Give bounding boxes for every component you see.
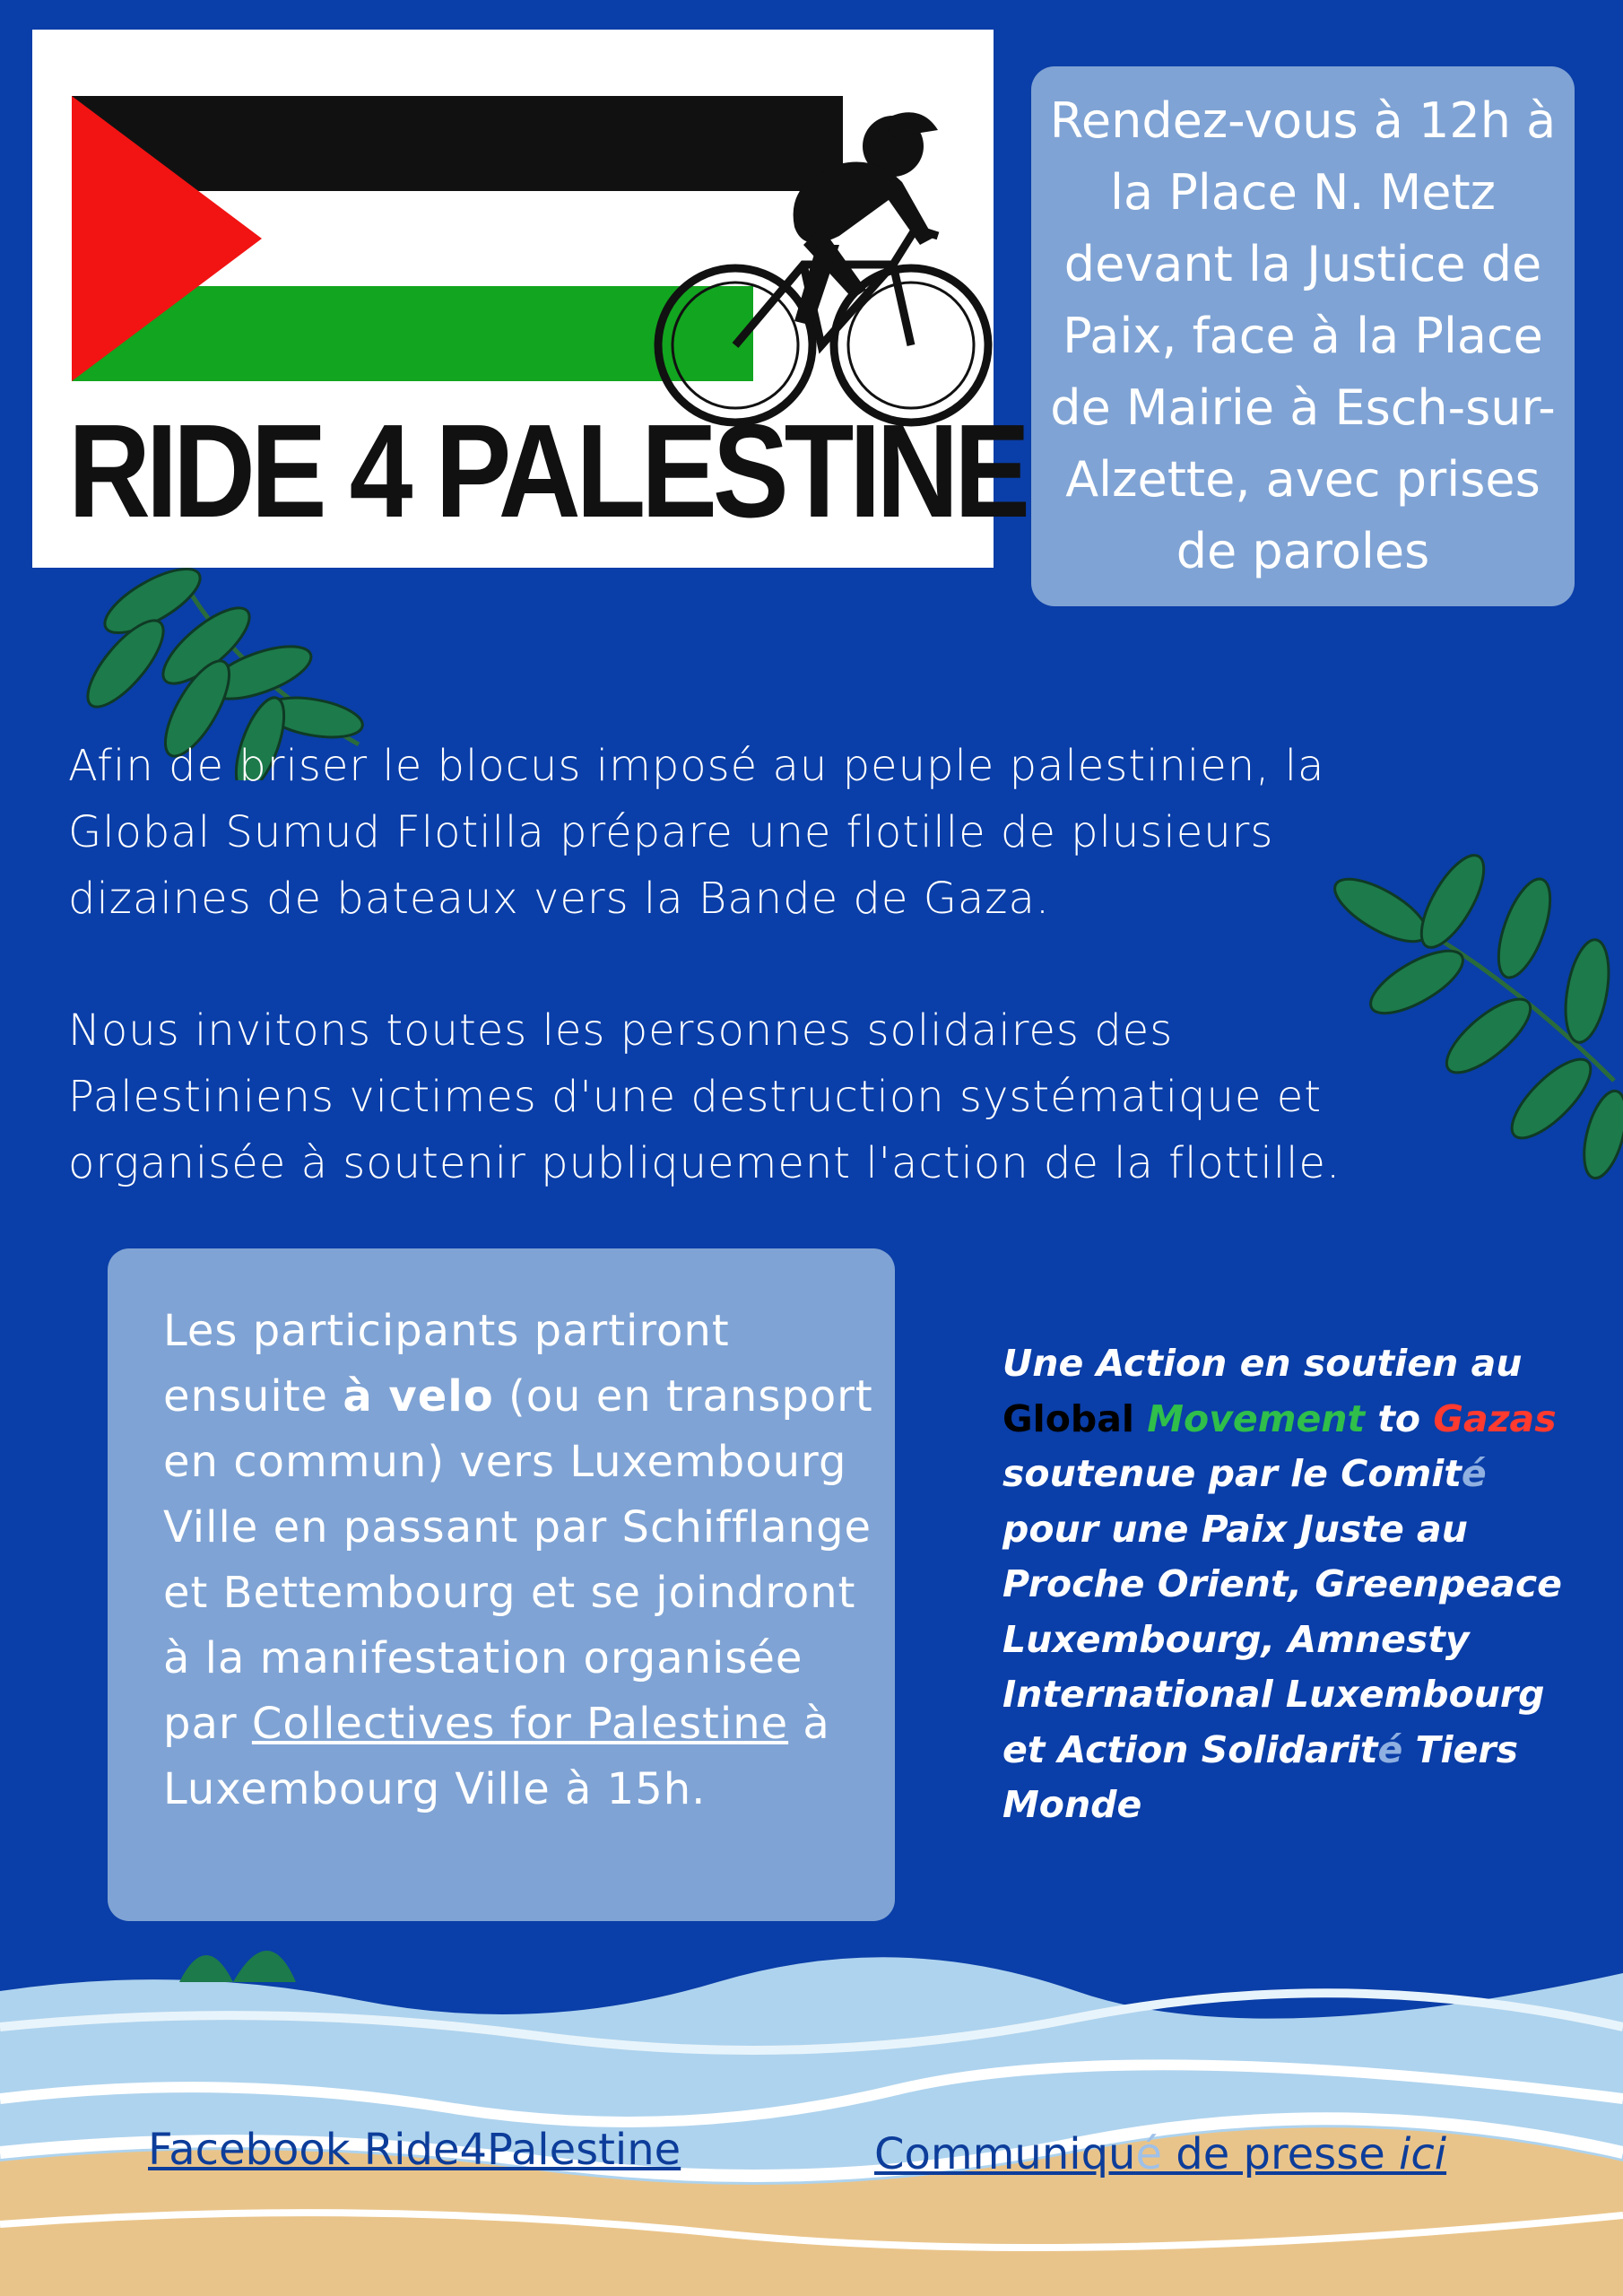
action-text-part: soutenue par le Comit bbox=[1002, 1452, 1462, 1495]
logo-panel bbox=[32, 30, 1026, 568]
ride-info-text bbox=[163, 1299, 881, 1822]
action-accent: é bbox=[1377, 1727, 1403, 1771]
action-to: to bbox=[1377, 1396, 1434, 1440]
action-text-part: Tiers Monde bbox=[1002, 1727, 1518, 1826]
action-statement bbox=[1002, 1336, 1585, 1833]
press-link-part: Communiqu bbox=[874, 2129, 1136, 2179]
rendezvous-text: Rendez-vous à 12h à la Place N. Metz devant la Justice de Paix, face à la Place de Mairie à Esch-sur-Alzette, avec prises de paroles bbox=[1049, 92, 1557, 579]
action-gazas: Gazas bbox=[1433, 1396, 1557, 1440]
beach-illustration bbox=[0, 1928, 1623, 2296]
action-movement: Movement bbox=[1133, 1396, 1378, 1440]
invitation-paragraph: Nous invitons toutes les personnes solidaires des Palestiniens victimes d'une destruction systématique et organisée à soutenir publiquement l'action de la flottille. bbox=[68, 1005, 1341, 1188]
press-link-ici: ici bbox=[1399, 2129, 1447, 2179]
action-text-part: pour une Paix Juste au Proche Orient, Greenpeace Luxembourg, Amnesty International Luxembourg et Action Solidarit bbox=[1002, 1507, 1562, 1771]
facebook-link[interactable]: Facebook Ride4Palestine bbox=[148, 2125, 681, 2175]
info-text-end: à Luxembourg Ville à 15h. bbox=[163, 1699, 830, 1814]
press-release-link[interactable] bbox=[874, 2127, 1446, 2181]
intro-paragraph: Afin de briser le blocus imposé au peuple palestinien, la Global Sumud Flotilla prépare une flotille de plusieurs dizaines de bateaux vers la Bande de Gaza. bbox=[68, 741, 1325, 924]
action-text-part: U bbox=[1002, 1342, 1033, 1385]
info-text-middle: (ou en transport en commun) vers Luxembourg Ville en passant par Schifflange et Bettembourg et se joindront à la manifestation organisée par bbox=[163, 1371, 873, 1749]
logo-title: RIDE 4 PALESTINE bbox=[68, 397, 1026, 545]
info-text-start: Les participants partiront ensuite bbox=[163, 1306, 730, 1422]
collectives-link[interactable]: Collectives for Palestine bbox=[251, 1699, 789, 1749]
action-text-part: ne Action en soutien au bbox=[1032, 1342, 1523, 1385]
press-link-accent: é bbox=[1135, 2129, 1162, 2179]
action-global: Global bbox=[1002, 1396, 1134, 1440]
action-accent: é bbox=[1461, 1452, 1487, 1495]
press-link-part: de presse bbox=[1162, 2129, 1399, 2179]
ride-info-panel bbox=[108, 1248, 895, 1921]
info-bold-velo: à velo bbox=[343, 1371, 494, 1422]
rendezvous-panel bbox=[1031, 66, 1575, 606]
